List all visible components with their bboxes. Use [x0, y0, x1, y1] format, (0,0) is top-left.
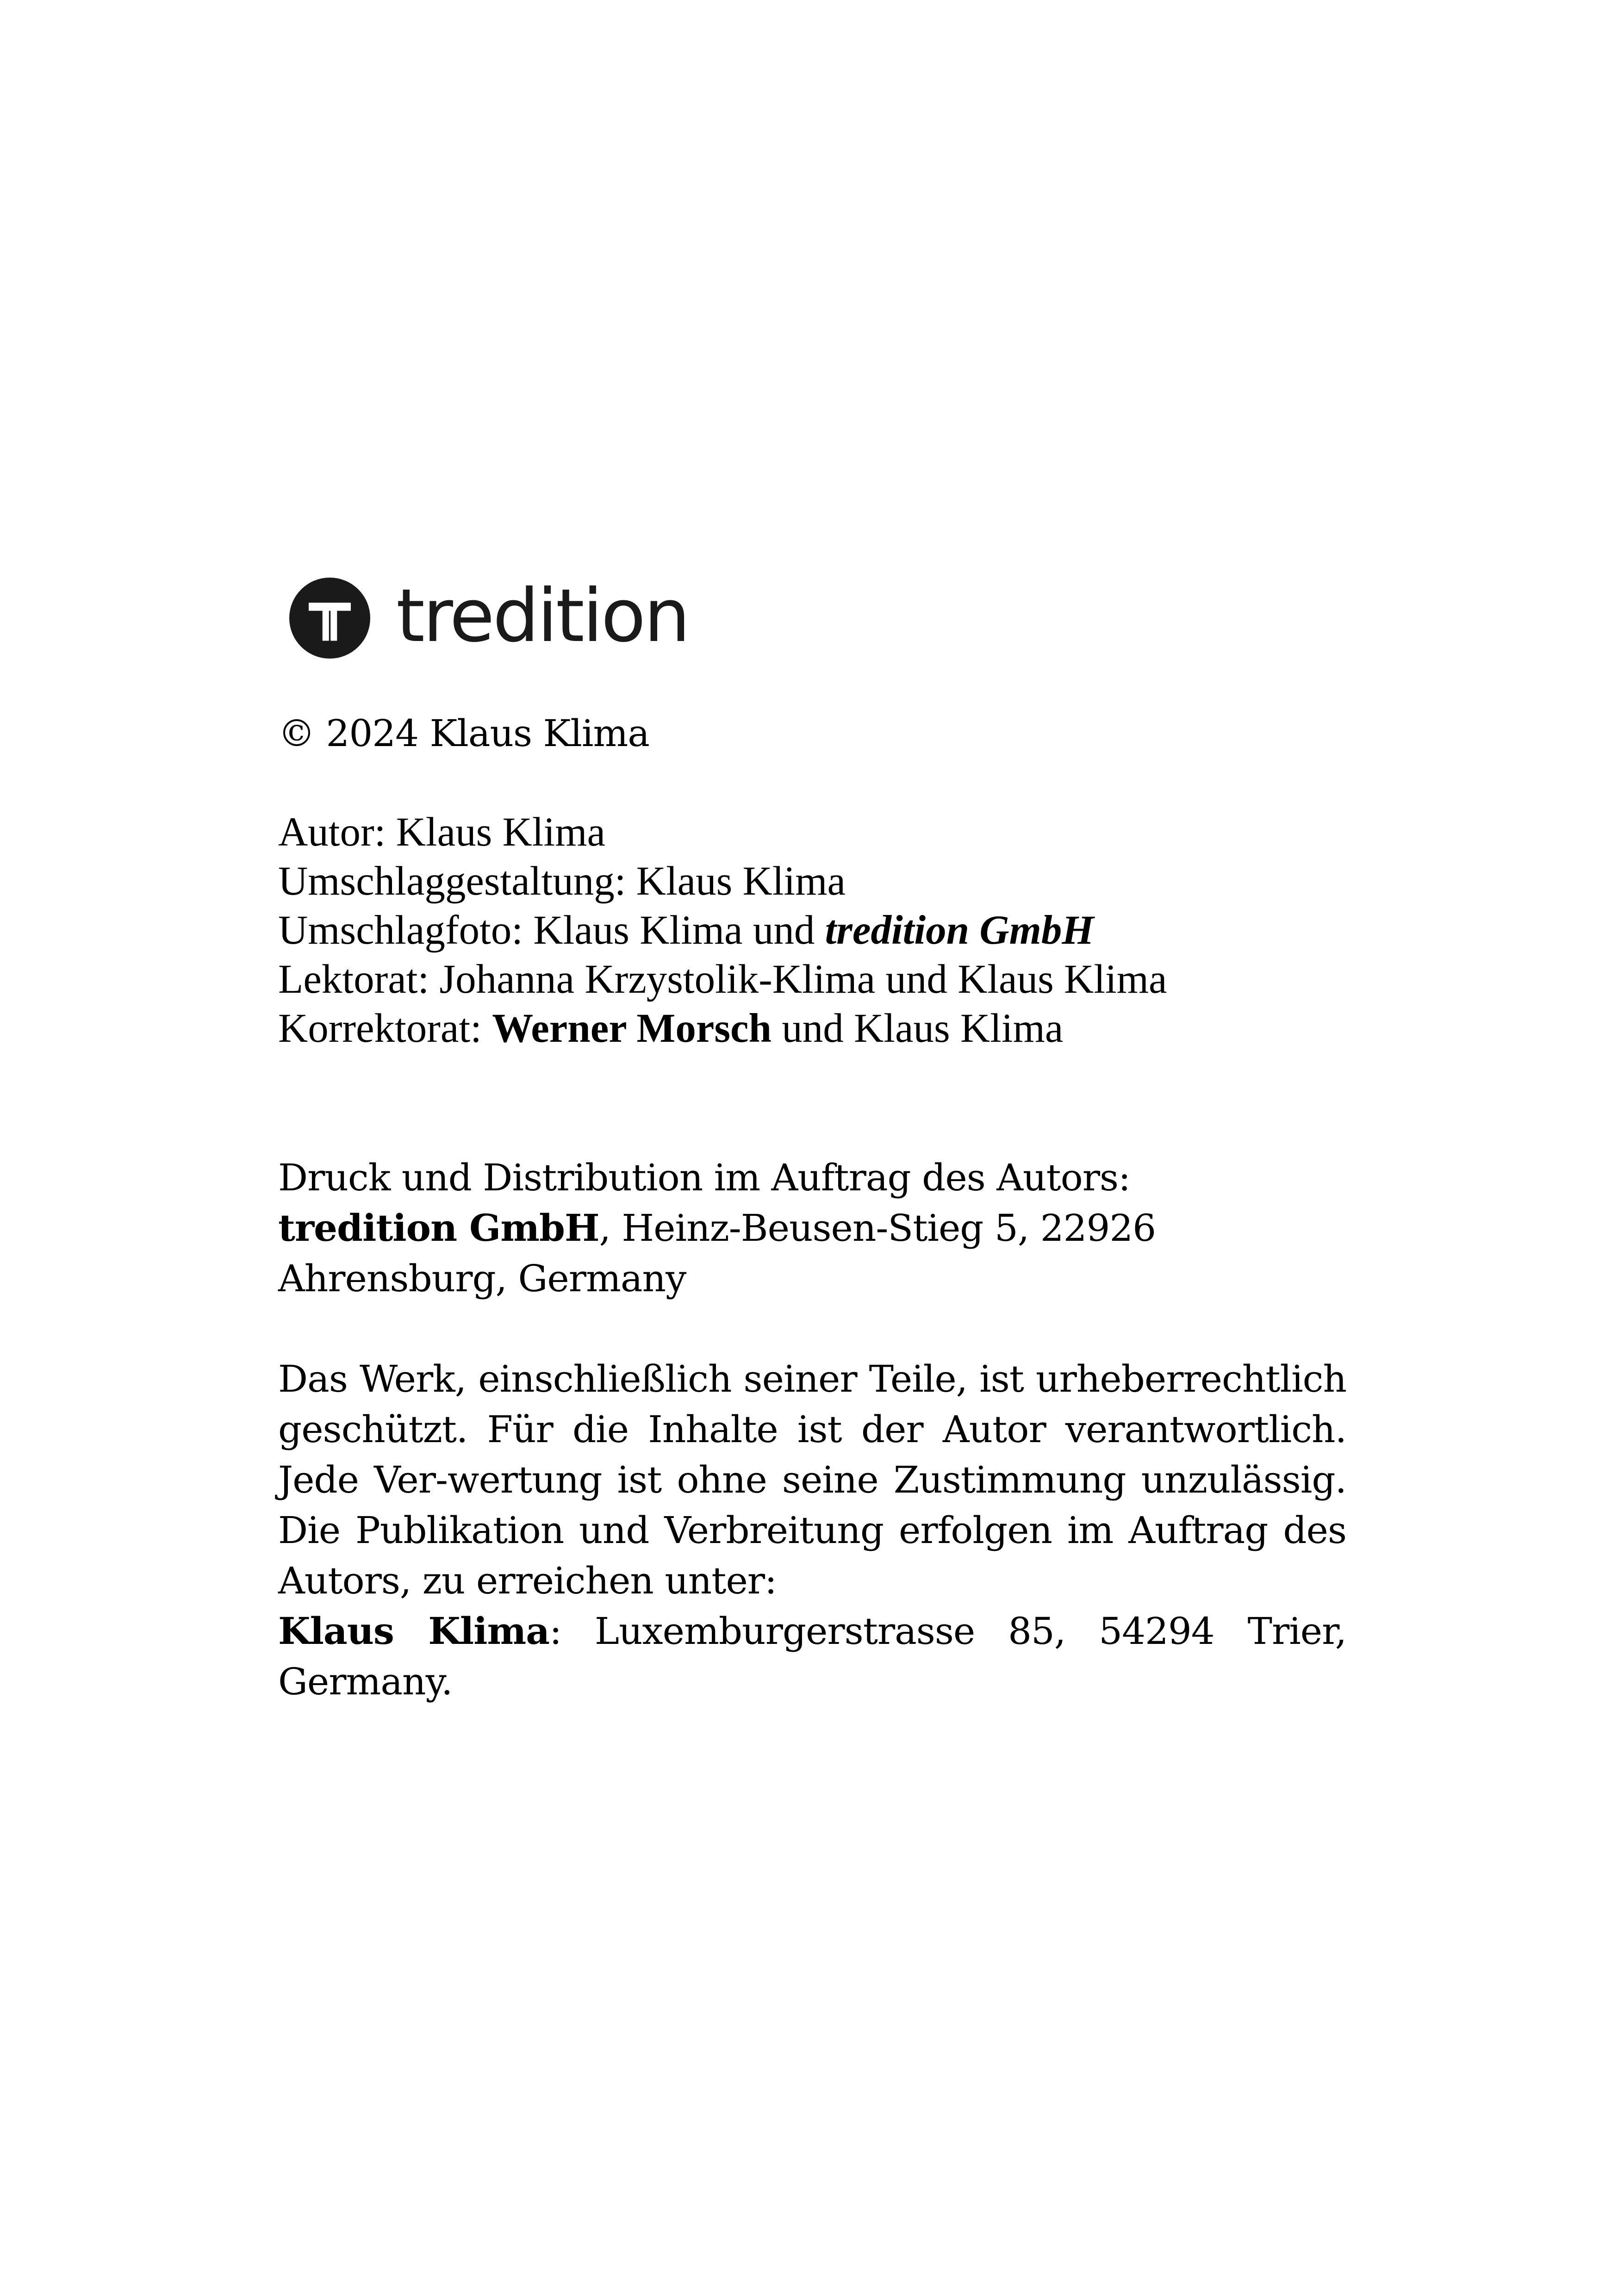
print-line: Druck und Distribution im Auftrag des Autors:	[278, 1156, 1131, 1199]
legal-line: geschützt. Für die Inhalte ist der Autor verantwortlich.	[278, 1408, 1346, 1451]
legal-notice-block	[278, 1354, 1346, 1707]
copyright-notice: © 2024 Klaus Klima	[278, 712, 649, 755]
author-contact-line: Klaus Klima: Luxemburgerstrasse 85, 54294 Trier,	[278, 1609, 1347, 1653]
legal-line: Die Publikation und Verbreitung erfolgen im Auftrag des	[278, 1509, 1346, 1552]
credit-author: Autor: Klaus Klima	[278, 809, 605, 855]
credits-block	[278, 808, 1167, 1053]
logo-wordmark: tredition	[396, 573, 689, 659]
credit-cover-photo: Umschlagfoto: Klaus Klima und tredition GmbH	[278, 908, 1094, 953]
publisher-address-line: tredition GmbH, Heinz-Beusen-Stieg 5, 22926	[278, 1206, 1156, 1250]
credit-proofreading: Korrektorat: Werner Morsch und Klaus Klima	[278, 1006, 1064, 1051]
author-contact-country: Germany.	[278, 1660, 453, 1703]
publisher-city-line: Ahrensburg, Germany	[278, 1257, 686, 1300]
publisher-logo	[289, 574, 689, 662]
legal-line: Das Werk, einschließlich seiner Teile, ist urheberrechtlich	[278, 1357, 1346, 1400]
credit-editing: Lektorat: Johanna Krzystolik-Klima und Klaus Klima	[278, 957, 1167, 1002]
tredition-t-logo-icon	[289, 578, 370, 659]
legal-line: Autors, zu erreichen unter:	[278, 1559, 777, 1602]
credit-cover-design: Umschlaggestaltung: Klaus Klima	[278, 859, 846, 904]
print-distribution-block	[278, 1152, 1156, 1304]
legal-line: Jede Ver-wertung ist ohne seine Zustimmung unzulässig.	[278, 1458, 1346, 1501]
